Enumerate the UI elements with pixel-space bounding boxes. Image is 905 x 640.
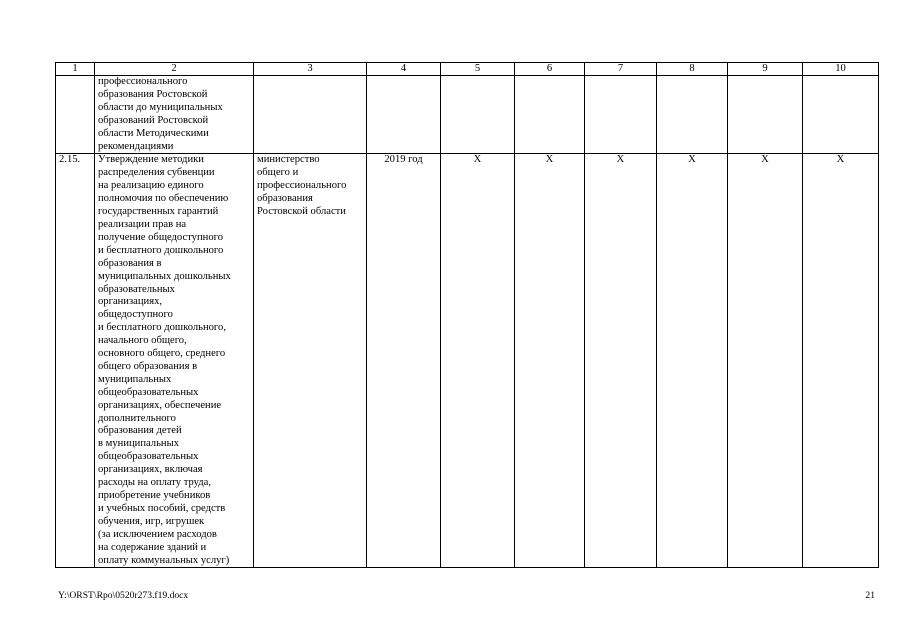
value-cell bbox=[728, 76, 803, 154]
column-number: 3 bbox=[254, 63, 367, 76]
responsible-cell: министерство общего и профессионального образования Ростовской области bbox=[254, 154, 367, 568]
table-row-2-15 bbox=[56, 154, 879, 568]
column-number: 2 bbox=[95, 63, 254, 76]
term-cell: 2019 год bbox=[367, 154, 441, 568]
plan-table bbox=[55, 62, 879, 568]
column-number: 10 bbox=[803, 63, 879, 76]
column-number: 5 bbox=[441, 63, 515, 76]
column-number: 1 bbox=[56, 63, 95, 76]
value-cell bbox=[803, 76, 879, 154]
responsible-cell bbox=[254, 76, 367, 154]
footer-file-path: Y:\ORST\Rpo\0520r273.f19.docx bbox=[58, 590, 189, 601]
description-cell: профессионального образования Ростовской области до муниципальных образований Ростовской области Методическими рекомендациями bbox=[95, 76, 254, 154]
column-number: 8 bbox=[657, 63, 728, 76]
value-cell bbox=[657, 76, 728, 154]
column-number-row bbox=[56, 63, 879, 76]
description-cell: Утверждение методики распределения субвенции на реализацию единого полномочия по обеспечению государственных гарантий реализации прав на получение общедоступного и бесплатного дошкольного образования в муниципальных дошкольных образовательных организациях, общедоступного и бесплатного дошкольного, начального общего, основного общего, среднего общего образования в муниципальных общеобразовательных организациях, обеспечение дополнительного образования детей в муниципальных общеобразовательных организациях, включая расходы на оплату труда, приобретение учебников и учебных пособий, средств обучения, игр, игрушек (за исключением расходов на содержание зданий и оплату коммунальных услуг) bbox=[95, 154, 254, 568]
column-number: 6 bbox=[515, 63, 585, 76]
row-number-cell bbox=[56, 76, 95, 154]
value-cell: Х bbox=[657, 154, 728, 568]
value-cell bbox=[515, 76, 585, 154]
value-cell: Х bbox=[515, 154, 585, 568]
term-cell bbox=[367, 76, 441, 154]
table-row-continuation bbox=[56, 76, 879, 154]
value-cell bbox=[441, 76, 515, 154]
column-number: 9 bbox=[728, 63, 803, 76]
column-number: 4 bbox=[367, 63, 441, 76]
row-number-cell: 2.15. bbox=[56, 154, 95, 568]
value-cell: Х bbox=[441, 154, 515, 568]
value-cell: Х bbox=[585, 154, 657, 568]
value-cell: Х bbox=[803, 154, 879, 568]
value-cell bbox=[585, 76, 657, 154]
column-number: 7 bbox=[585, 63, 657, 76]
value-cell: Х bbox=[728, 154, 803, 568]
footer-page-number: 21 bbox=[865, 590, 875, 601]
